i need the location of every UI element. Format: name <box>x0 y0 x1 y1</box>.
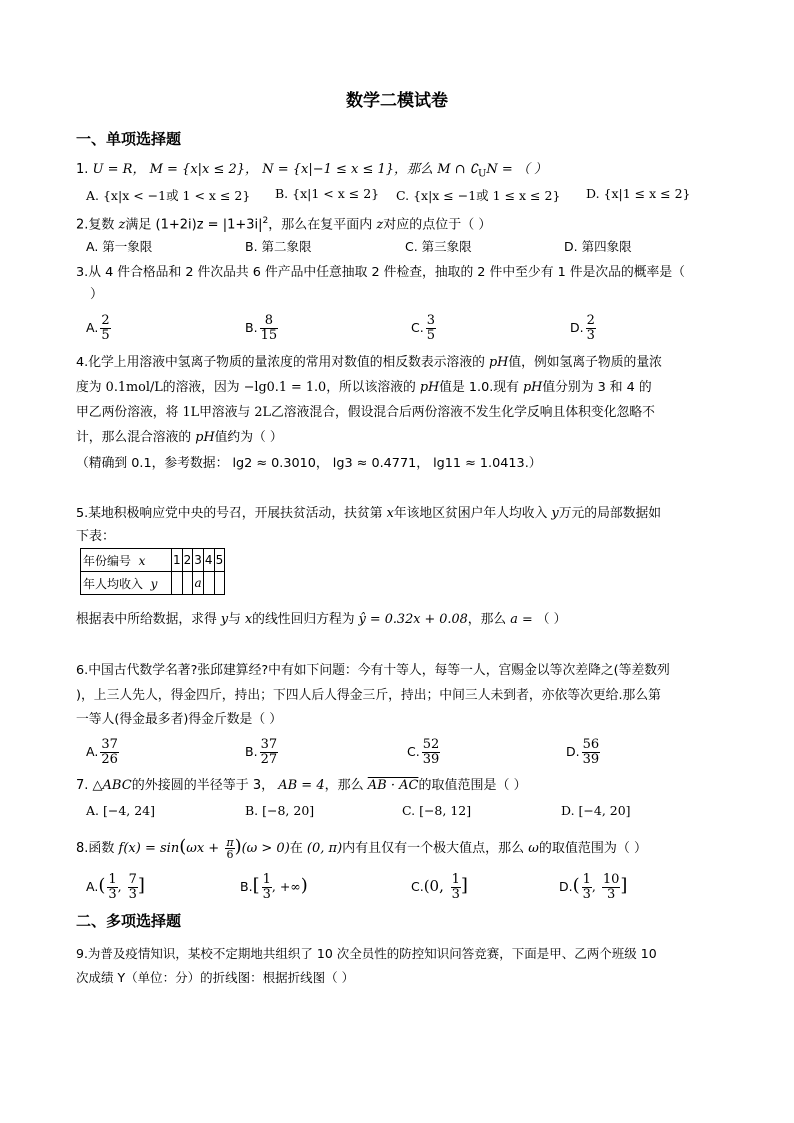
table-cell: 5 <box>214 549 225 572</box>
q8-c-frac-1: $\frac{1}{3}$ <box>451 872 460 902</box>
q3-option-a[interactable] <box>86 314 111 343</box>
table-cell: 4 <box>203 549 214 572</box>
question-6-line-2: )，上三人先人，得金四斤，持出；下四人后人得金三斤，持出；中间三人未到者，亦依等次更给.那么第 <box>76 688 661 703</box>
q6-option-d[interactable]: D. $\frac{56}{39}$ <box>566 737 600 767</box>
q2-text-d: 对应的点位于（ ） <box>383 217 492 233</box>
q8-d-frac-2: $\frac{10}{3}$ <box>602 872 620 902</box>
q8-option-b[interactable]: B.[ $\frac{1}{3}$ , +∞) <box>240 872 308 902</box>
q8-pi-over-six: $\frac{\pi}{6}$ <box>226 836 234 861</box>
q6-a-fraction: $\frac{37}{26}$ <box>101 737 118 767</box>
question-3-line-1: 3.从 4 件合格品和 2 件次品共 6 件产品中任意抽取 2 件检查，抽取的 2 件中至少有 1 件是次品的概率是（ <box>76 265 685 280</box>
question-8-stem: 8.函数 f(x) = sin(ωx + $\frac{\pi}{6}$ )(ω > 0)在 (0, π)内有且仅有一个极大值点，那么 ω的取值范围为（ ） <box>76 836 648 861</box>
q6-option-b[interactable]: B. $\frac{37}{27}$ <box>245 737 278 767</box>
q7-option-c[interactable]: C. [−8, 12] <box>402 803 472 818</box>
question-5-line-1: 5.某地积极响应党中央的号召，开展扶贫活动，扶贫第 x年该地区贫困户年人均收入 y万元的局部数据如 <box>76 506 662 521</box>
q2-sup: 2 <box>262 216 269 226</box>
table-cell: 2 <box>182 549 193 572</box>
question-2-stem <box>76 210 491 236</box>
table-row <box>81 572 225 595</box>
q2-option-b[interactable]: B. 第二象限 <box>245 239 312 254</box>
table-header-cell: 年人均收入 y <box>81 572 172 595</box>
question-1-stem <box>76 159 547 186</box>
section-heading-single-choice: 一、单项选择题 <box>76 130 182 148</box>
table-cell <box>203 572 214 595</box>
question-4-line-1: 4.化学上用溶液中氢离子物质的量浓度的常用对数值的相反数表示溶液的 pH值，例如氢离子物质的量浓 <box>76 355 662 370</box>
question-6-line-1: 6.中国古代数学名著?张邱建算经?中有如下问题：今有十等人，每等一人，宫赐金以等次差降之(等差数列 <box>76 663 670 678</box>
q7-vector-product: AB · AC <box>367 778 419 793</box>
q3-d-fraction: $\frac{2}{3}$ <box>586 313 595 343</box>
q8-a-frac-2: $\frac{7}{3}$ <box>128 872 137 902</box>
q7-option-b[interactable]: B. [−8, 20] <box>245 803 315 818</box>
q6-option-c[interactable]: C. $\frac{52}{39}$ <box>407 737 440 767</box>
table-row <box>81 549 225 572</box>
q1-math: U = R， M = {x|x ≤ 2}， N = {x|−1 ≤ x ≤ 1}，那么 M ∩ ∁ <box>92 162 478 177</box>
q2-text-b: 满足 (1+2i)z = |1+3i| <box>125 217 263 233</box>
q8-option-a[interactable]: A.( $\frac{1}{3}$ , $\frac{7}{3}$ ] <box>86 872 145 902</box>
q6-b-fraction: $\frac{37}{27}$ <box>260 737 278 767</box>
q2-option-d[interactable]: D. 第四象限 <box>564 239 632 254</box>
question-6-line-3: 一等人(得金最多者)得金斤数是（ ） <box>76 712 283 727</box>
q8-option-c[interactable]: C.(0, $\frac{1}{3}$ ] <box>411 872 468 902</box>
q7-option-d[interactable]: D. [−4, 20] <box>561 803 631 818</box>
q6-c-fraction: $\frac{52}{39}$ <box>422 737 440 767</box>
table-cell <box>182 572 193 595</box>
table-cell <box>214 572 225 595</box>
q1-option-c[interactable]: C. {x|x ≤ −1或 1 ≤ x ≤ 2} <box>396 188 561 203</box>
table-cell: a <box>193 572 204 595</box>
question-7-stem: 7. △ABC的外接圆的半径等于 3， AB = 4，那么 AB · AC的取值范围是（ ） <box>76 778 527 793</box>
question-9-line-2: 次成绩 Y（单位：分）的折线图：根据折线图（ ） <box>76 970 355 985</box>
q3-option-d[interactable] <box>570 314 596 343</box>
question-5-line-2: 下表： <box>76 529 116 544</box>
table-cell <box>172 572 183 595</box>
q8-option-d[interactable]: D.( $\frac{1}{3}$ , $\frac{10}{3}$ ] <box>559 872 628 902</box>
q3-a-label: A. <box>86 320 99 335</box>
question-4-line-2: 度为 0.1mol/L的溶液，因为 −lg0.1 = 1.0，所以该溶液的 pH值是 1.0.现有 pH值分别为 3 和 4 的 <box>76 380 652 395</box>
q2-option-c[interactable]: C. 第三象限 <box>405 239 472 254</box>
question-9-line-1: 9.为普及疫情知识，某校不定期地共组织了 10 次全员性的防控知识问答竞赛，下面是甲、乙两个班级 10 <box>76 946 657 961</box>
q6-option-a[interactable]: A. $\frac{37}{26}$ <box>86 737 118 767</box>
q3-option-b[interactable] <box>245 314 278 343</box>
q2-var-z: z <box>118 217 126 233</box>
q1-option-b[interactable]: B. {x|1 < x ≤ 2} <box>275 186 380 201</box>
q8-d-frac-1: $\frac{1}{3}$ <box>582 872 591 902</box>
q3-b-label: B. <box>245 320 258 335</box>
q1-tail: N = （ ） <box>486 162 548 177</box>
q2-text-a: 2.复数 <box>76 217 119 233</box>
question-4-line-3: 甲乙两份溶液，将 1L甲溶液与 2L乙溶液混合，假设混合后两份溶液不发生化学反响且体积变化忽略不 <box>76 405 655 420</box>
q3-c-fraction: $\frac{3}{5}$ <box>426 313 435 343</box>
q3-d-label: D. <box>570 320 584 335</box>
question-4-reference-data: （精确到 0.1，参考数据： lg2 ≈ 0.3010， lg3 ≈ 0.4771， lg11 ≈ 1.0413.） <box>76 456 542 471</box>
q3-option-c[interactable] <box>411 314 436 343</box>
section-heading-multiple-choice: 二、多项选择题 <box>76 912 182 930</box>
q3-b-fraction: $\frac{8}{15}$ <box>260 313 278 343</box>
question-4-line-4: 计，那么混合溶液的 pH值约为（ ） <box>76 430 283 445</box>
q3-a-fraction: $\frac{2}{5}$ <box>101 313 110 343</box>
page-title: 数学二模试卷 <box>346 91 448 111</box>
q1-option-a[interactable]: A. {x|x < −1或 1 < x ≤ 2} <box>86 188 251 203</box>
table-header-cell: 年份编号 x <box>81 549 172 572</box>
q2-var-z2: z <box>376 217 384 233</box>
q8-a-frac-1: $\frac{1}{3}$ <box>108 872 117 902</box>
table-cell: 1 <box>172 549 183 572</box>
question-3-line-2: ） <box>90 287 104 302</box>
question-5-line-3: 根据表中所给数据，求得 y与 x的线性回归方程为 ŷ = 0.32x + 0.08，那么 a = （ ） <box>76 612 567 627</box>
q6-d-fraction: $\frac{56}{39}$ <box>582 737 600 767</box>
q5-data-table <box>80 548 225 595</box>
q1-sub: U <box>477 168 487 180</box>
q1-option-d[interactable]: D. {x|1 ≤ x ≤ 2} <box>586 186 691 201</box>
q7-option-a[interactable]: A. [−4, 24] <box>86 803 156 818</box>
q2-text-c: ，那么在复平面内 <box>268 217 377 233</box>
q8-b-frac-1: $\frac{1}{3}$ <box>262 872 271 902</box>
q3-c-label: C. <box>411 320 424 335</box>
q2-option-a[interactable]: A. 第一象限 <box>86 239 153 254</box>
q1-number: 1. <box>76 162 93 177</box>
table-cell: 3 <box>193 549 204 572</box>
